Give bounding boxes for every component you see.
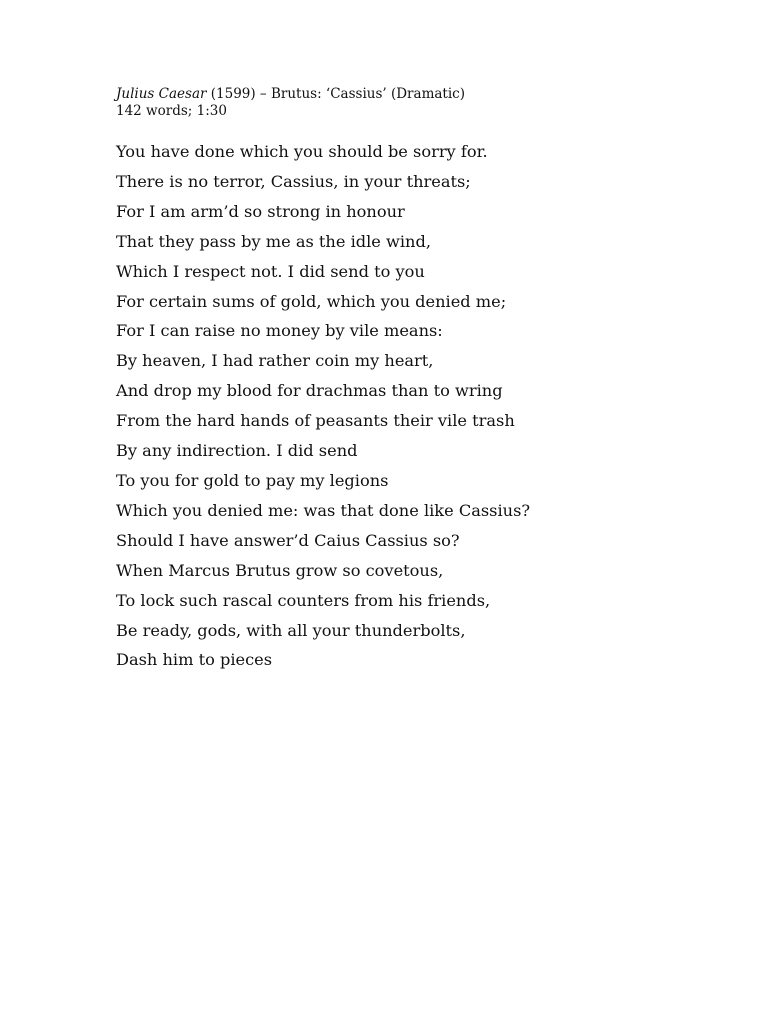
speech-line: Dash him to pieces bbox=[116, 650, 273, 670]
speech-line: When Marcus Brutus grow so covetous, bbox=[116, 560, 444, 580]
speech-line: For I am arm’d so strong in honour bbox=[116, 201, 405, 221]
speech-line: Be ready, gods, with all your thunderbolts, bbox=[116, 620, 466, 640]
speech-line: Which I respect not. I did send to you bbox=[116, 261, 425, 281]
speech-line: And drop my blood for drachmas than to wring bbox=[116, 381, 503, 401]
speech-line: By heaven, I had rather coin my heart, bbox=[116, 351, 434, 371]
speech-line: You have done which you should be sorry for. bbox=[116, 142, 488, 161]
speech-line: For I can raise no money by vile means: bbox=[116, 321, 443, 341]
word-count-duration: 142 words; 1:30 bbox=[116, 103, 227, 119]
speech-line: By any indirection. I did send bbox=[116, 441, 358, 461]
character-info: (1599) – Brutus: ‘Cassius’ (Dramatic) bbox=[206, 86, 465, 102]
speech-line: For certain sums of gold, which you denied me; bbox=[116, 291, 507, 311]
speech-line: To you for gold to pay my legions bbox=[116, 470, 389, 490]
play-title: Julius Caesar bbox=[116, 86, 207, 102]
speech-line: Which you denied me: was that done like Cassius? bbox=[116, 500, 531, 520]
speech-line: From the hard hands of peasants their vile trash bbox=[116, 411, 515, 431]
monologue-title bbox=[116, 86, 716, 103]
speech-line: That they pass by me as the idle wind, bbox=[116, 231, 431, 251]
monologue-page bbox=[116, 86, 716, 675]
speech-line: Should I have answer’d Caius Cassius so? bbox=[116, 530, 460, 550]
speech-line: There is no terror, Cassius, in your threats; bbox=[116, 171, 471, 191]
speech-line: To lock such rascal counters from his friends, bbox=[116, 590, 491, 610]
speech-text bbox=[116, 137, 716, 675]
